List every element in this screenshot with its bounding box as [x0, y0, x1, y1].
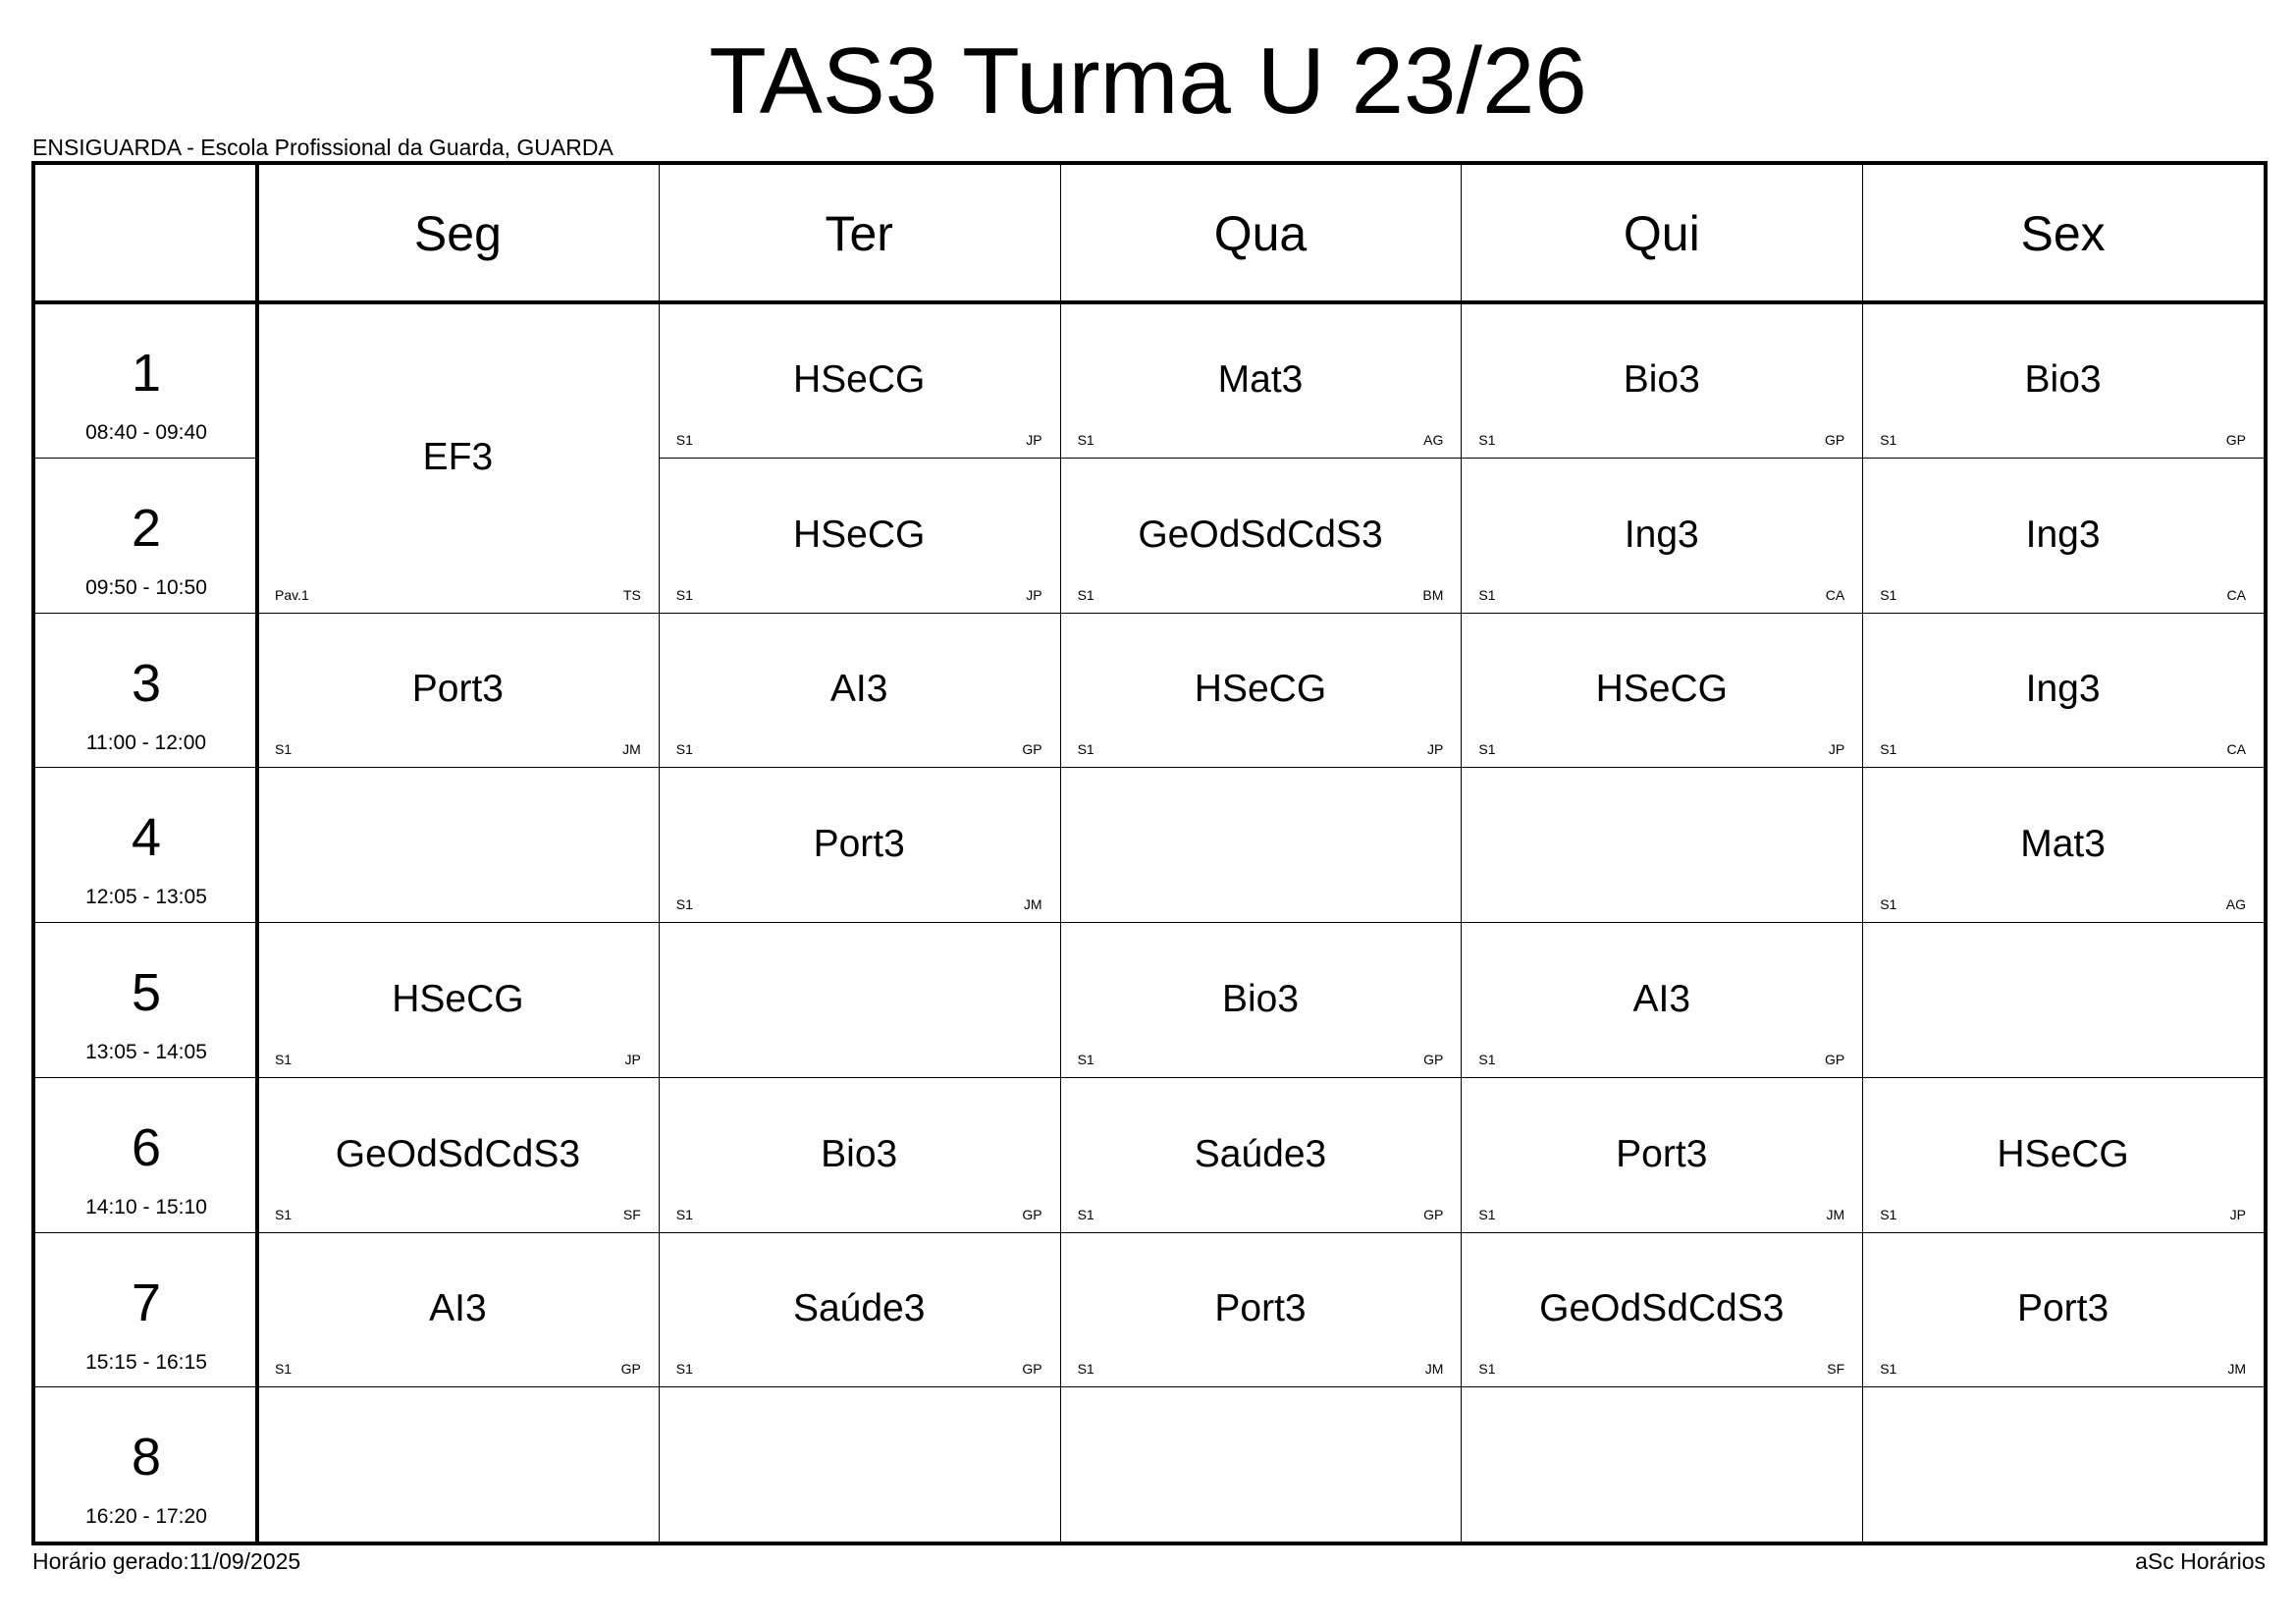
- day-header: Qui: [1623, 206, 1700, 261]
- period-number: 5: [131, 963, 162, 1022]
- lesson-teacher: GP: [1022, 1206, 1042, 1222]
- lesson-teacher: JM: [1826, 1206, 1845, 1222]
- period-time: 16:20 - 17:20: [85, 1505, 207, 1529]
- lesson-room: S1: [1880, 431, 1897, 448]
- lesson-cell[interactable]: [659, 1077, 1060, 1232]
- row-divider: [1060, 767, 1462, 768]
- lesson-teacher: JP: [1026, 431, 1042, 448]
- lesson-cell[interactable]: [1060, 613, 1462, 768]
- period-time: 11:00 - 12:00: [85, 731, 207, 754]
- lesson-room: S1: [675, 896, 693, 912]
- lesson-cell[interactable]: [1060, 922, 1462, 1077]
- lesson-room: S1: [1077, 586, 1095, 603]
- lesson-teacher: GP: [1824, 1051, 1845, 1067]
- lesson-room: S1: [1880, 1361, 1897, 1378]
- lesson-subject: GeOdSdCdS3: [335, 1132, 581, 1175]
- lesson-room: S1: [275, 741, 293, 758]
- lesson-room: S1: [675, 431, 693, 448]
- period-cell: [35, 1386, 257, 1542]
- row-divider: [1461, 767, 1862, 768]
- lesson-subject: HSeCG: [1595, 668, 1728, 711]
- lesson-cell[interactable]: [659, 458, 1060, 613]
- row-divider: [1862, 1386, 2264, 1387]
- lesson-subject: AI3: [829, 668, 888, 711]
- period-number: 1: [131, 344, 162, 403]
- lesson-subject: Port3: [1616, 1132, 1708, 1175]
- lesson-room: S1: [1880, 741, 1897, 758]
- period-time: 15:15 - 16:15: [85, 1350, 207, 1374]
- lesson-teacher: TS: [622, 586, 641, 603]
- lesson-cell[interactable]: [257, 922, 659, 1077]
- lesson-cell[interactable]: [1862, 458, 2264, 613]
- lesson-teacher: JM: [622, 741, 641, 758]
- row-divider: [257, 767, 659, 768]
- lesson-teacher: GP: [1423, 1206, 1444, 1222]
- lesson-subject: Bio3: [1221, 977, 1300, 1020]
- row-divider: [257, 1386, 659, 1387]
- lesson-subject: Mat3: [1217, 357, 1304, 401]
- lesson-subject: Port3: [813, 823, 905, 866]
- lesson-teacher: JM: [1424, 1361, 1444, 1378]
- lesson-cell[interactable]: [1461, 613, 1862, 768]
- lesson-teacher: SF: [1827, 1361, 1845, 1378]
- lesson-room: S1: [675, 1206, 693, 1222]
- lesson-cell[interactable]: [1060, 302, 1462, 458]
- row-divider: [1461, 1386, 1862, 1387]
- lesson-cell[interactable]: [1060, 458, 1462, 613]
- lesson-teacher: JP: [2229, 1206, 2246, 1222]
- page-title: TAS3 Turma U 23/26: [709, 28, 1587, 134]
- lesson-subject: Ing3: [1624, 513, 1699, 556]
- lesson-subject: Port3: [1214, 1287, 1307, 1330]
- row-divider: [659, 1386, 1060, 1387]
- lesson-subject: EF3: [422, 435, 494, 478]
- lesson-cell[interactable]: [659, 613, 1060, 768]
- lesson-teacher: AG: [2225, 896, 2246, 912]
- lesson-cell[interactable]: [257, 1077, 659, 1232]
- lesson-cell[interactable]: [1461, 1077, 1862, 1232]
- lesson-subject: Ing3: [2025, 513, 2101, 556]
- lesson-cell[interactable]: [1060, 1077, 1462, 1232]
- day-header: Qua: [1213, 206, 1308, 261]
- lesson-subject: HSeCG: [392, 977, 524, 1020]
- lesson-teacher: SF: [622, 1206, 641, 1222]
- lesson-subject: Bio3: [2024, 357, 2102, 401]
- lesson-subject: Saúde3: [1194, 1132, 1327, 1175]
- day-header: Sex: [2020, 206, 2106, 261]
- lesson-cell[interactable]: [1862, 767, 2264, 922]
- lesson-subject: AI3: [429, 1287, 487, 1330]
- period-time: 12:05 - 13:05: [85, 886, 207, 909]
- lesson-room: S1: [1478, 1051, 1496, 1067]
- lesson-cell[interactable]: [1862, 613, 2264, 768]
- lesson-teacher: GP: [620, 1361, 641, 1378]
- lesson-teacher: CA: [2226, 741, 2246, 758]
- lesson-subject: Bio3: [821, 1132, 898, 1175]
- lesson-cell[interactable]: [257, 302, 659, 613]
- day-header: Seg: [413, 206, 502, 261]
- lesson-cell[interactable]: [257, 1232, 659, 1387]
- lesson-subject: Mat3: [2020, 823, 2106, 866]
- lesson-room: S1: [1478, 586, 1496, 603]
- period-time: 13:05 - 14:05: [85, 1041, 207, 1063]
- lesson-room: S1: [1880, 896, 1897, 912]
- generated-date: Horário gerado:11/09/2025: [32, 1548, 301, 1574]
- lesson-cell[interactable]: [257, 613, 659, 768]
- lesson-cell[interactable]: [1862, 302, 2264, 458]
- day-header: Ter: [825, 206, 893, 261]
- lesson-subject: Saúde3: [792, 1287, 926, 1330]
- lesson-teacher: BM: [1422, 586, 1444, 603]
- lesson-room: Pav.1: [275, 586, 309, 603]
- lesson-subject: Bio3: [1623, 357, 1700, 401]
- lesson-cell[interactable]: [1461, 302, 1862, 458]
- lesson-teacher: CA: [1825, 586, 1845, 603]
- lesson-room: S1: [1077, 1361, 1095, 1378]
- period-cell: [35, 458, 257, 613]
- lesson-subject: GeOdSdCdS3: [1138, 513, 1383, 556]
- row-divider: [1060, 1386, 1462, 1387]
- lesson-subject: HSeCG: [793, 513, 926, 556]
- lesson-subject: Ing3: [2025, 668, 2101, 711]
- lesson-subject: Port3: [2016, 1287, 2109, 1330]
- software-credit: aSc Horários: [2135, 1548, 2266, 1574]
- school-name: ENSIGUARDA - Escola Profissional da Guarda, GUARDA: [32, 135, 614, 160]
- period-cell: [35, 922, 257, 1077]
- period-number: 8: [131, 1428, 162, 1488]
- lesson-teacher: CA: [2226, 586, 2246, 603]
- lesson-teacher: GP: [2225, 431, 2246, 448]
- row-divider: [1862, 922, 2264, 923]
- lesson-subject: GeOdSdCdS3: [1539, 1287, 1785, 1330]
- lesson-cell[interactable]: [659, 302, 1060, 458]
- lesson-room: S1: [1478, 431, 1496, 448]
- lesson-room: S1: [275, 1206, 293, 1222]
- lesson-room: S1: [1478, 741, 1496, 758]
- lesson-cell[interactable]: [1862, 1232, 2264, 1387]
- lesson-teacher: AG: [1423, 431, 1444, 448]
- row-divider: [659, 922, 1060, 923]
- period-cell: [35, 302, 257, 458]
- lesson-subject: AI3: [1632, 977, 1691, 1020]
- lesson-teacher: JP: [1828, 741, 1845, 758]
- lesson-subject: HSeCG: [1194, 668, 1327, 711]
- lesson-teacher: GP: [1022, 741, 1042, 758]
- period-time: 09:50 - 10:50: [85, 575, 207, 599]
- lesson-room: S1: [1077, 741, 1095, 758]
- lesson-room: S1: [275, 1051, 293, 1067]
- lesson-room: S1: [1077, 431, 1095, 448]
- period-number: 7: [131, 1272, 162, 1332]
- lesson-subject: HSeCG: [1997, 1132, 2129, 1175]
- lesson-cell[interactable]: [1862, 1077, 2264, 1232]
- period-time: 08:40 - 09:40: [85, 421, 207, 444]
- lesson-teacher: GP: [1423, 1051, 1444, 1067]
- period-number: 3: [131, 653, 162, 713]
- lesson-room: S1: [1077, 1051, 1095, 1067]
- lesson-room: S1: [675, 586, 693, 603]
- period-time: 14:10 - 15:10: [85, 1195, 207, 1218]
- period-cell: [35, 1232, 257, 1387]
- period-number: 2: [131, 498, 162, 558]
- lesson-room: S1: [1880, 586, 1897, 603]
- lesson-cell[interactable]: [1060, 1232, 1462, 1387]
- lesson-cell[interactable]: [1461, 922, 1862, 1077]
- lesson-cell[interactable]: [659, 767, 1060, 922]
- lesson-room: S1: [275, 1361, 293, 1378]
- lesson-cell[interactable]: [1461, 458, 1862, 613]
- lesson-cell[interactable]: [1461, 1232, 1862, 1387]
- lesson-teacher: GP: [1824, 431, 1845, 448]
- lesson-room: S1: [675, 1361, 693, 1378]
- timetable-grid: [31, 161, 2268, 1545]
- period-cell: [35, 613, 257, 768]
- period-number: 4: [131, 808, 162, 868]
- period-cell: [35, 767, 257, 922]
- lesson-room: S1: [675, 741, 693, 758]
- period-cell: [35, 1077, 257, 1232]
- lesson-teacher: JP: [1026, 586, 1042, 603]
- lesson-cell[interactable]: [659, 1232, 1060, 1387]
- lesson-teacher: JM: [1023, 896, 1042, 912]
- lesson-subject: Port3: [411, 668, 504, 711]
- lesson-subject: HSeCG: [793, 357, 926, 401]
- lesson-room: S1: [1880, 1206, 1897, 1222]
- lesson-room: S1: [1478, 1206, 1496, 1222]
- lesson-room: S1: [1478, 1361, 1496, 1378]
- lesson-room: S1: [1077, 1206, 1095, 1222]
- lesson-teacher: JP: [1427, 741, 1444, 758]
- lesson-teacher: JP: [624, 1051, 641, 1067]
- lesson-teacher: GP: [1022, 1361, 1042, 1378]
- period-number: 6: [131, 1117, 162, 1177]
- lesson-teacher: JM: [2227, 1361, 2246, 1378]
